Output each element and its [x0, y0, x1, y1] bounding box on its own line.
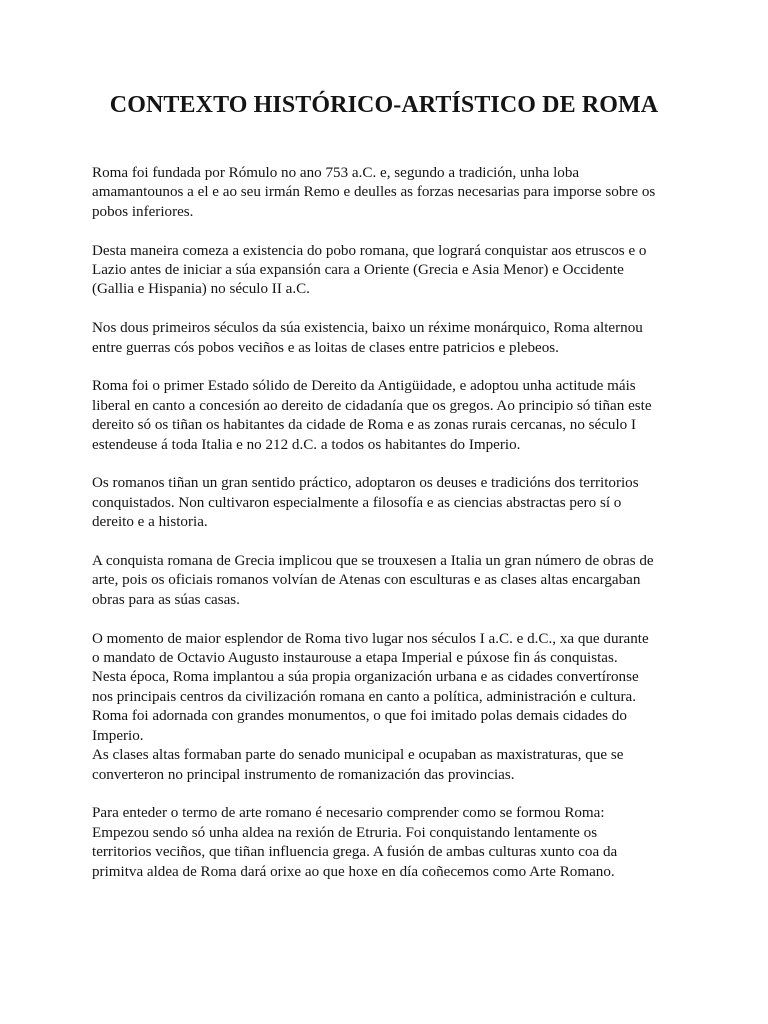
document-body [92, 164, 676, 882]
paragraph-practical-sense: Os romanos tiñan un gran sentido práctico, adoptaron os deuses e tradicións dos territorios conquistados. Non cultivaron especialmente a filosofía e as ciencias abstractas pero sí o dereito e a historia. [92, 475, 639, 531]
paragraph-roman-art: Para enteder o termo de arte romano é necesario comprender como se formou Roma: Empezou sendo só unha aldea na rexión de Etruria. Foi conquistando lentamente os territorios veciños, que tiñan influencia grega. A fusión de ambas culturas xunto coa da primitva aldea de Roma dará orixe ao que hoxe en día coñecemos como Arte Romano. [92, 805, 618, 880]
document-title: CONTEXTO HISTÓRICO-ARTÍSTICO DE ROMA [109, 92, 659, 118]
paragraph-monarchy: Nos dous primeiros séculos da súa existencia, baixo un réxime monárquico, Roma alternou entre guerras cós pobos veciños e as loitas de clases entre patricios e plebeos. [92, 320, 643, 356]
paragraph-splendor: O momento de maior esplendor de Roma tivo lugar nos séculos I a.C. e d.C., xa que durante o mandato de Octavio Augusto instaurouse a etapa Imperial e púxose fin ás conquistas. Nesta época, Roma implantou a súa propia organización urbana e as cidades convertíronse nos principais centros da civilización romana en canto a política, administración e cultura. Roma foi adornada con grandes monumentos, o que foi imitado polas demais cidades do Imperio. As clases altas formaban parte do senado municipal e ocupaban as maxistraturas, que se converteron no principal instrumento de romanización das provincias. [92, 630, 649, 783]
paragraph-expansion: Desta maneira comeza a existencia do pobo romana, que logrará conquistar aos etruscos e o Lazio antes de iniciar a súa expansión cara a Oriente (Grecia e Asia Menor) e Occidente (Gallia e Hispania) no século II a.C. [92, 242, 647, 298]
paragraph-founding: Roma foi fundada por Rómulo no ano 753 a.C. e, segundo a tradición, unha loba amamantounos a el e ao seu irmán Remo e deulles as forzas necesarias para imporse sobre os pobos inferiores. [92, 165, 656, 220]
paragraph-greece-conquest: A conquista romana de Grecia implicou que se trouxesen a Italia un gran número de obras de arte, pois os oficiais romanos volvían de Atenas con esculturas e as clases altas encargaban obras para as súas casas. [92, 553, 654, 608]
paragraph-citizenship: Roma foi o primer Estado sólido de Dereito da Antigüidade, e adoptou unha actitude máis liberal en canto a concesión ao dereito de cidadanía que os gregos. Ao principio só tiñan este dereito só os tiñan os habitantes da cidade de Roma e as zonas rurais cercanas, no século I estendeuse á toda Italia e no 212 d.C. a todos os habitantes do Imperio. [92, 378, 652, 453]
